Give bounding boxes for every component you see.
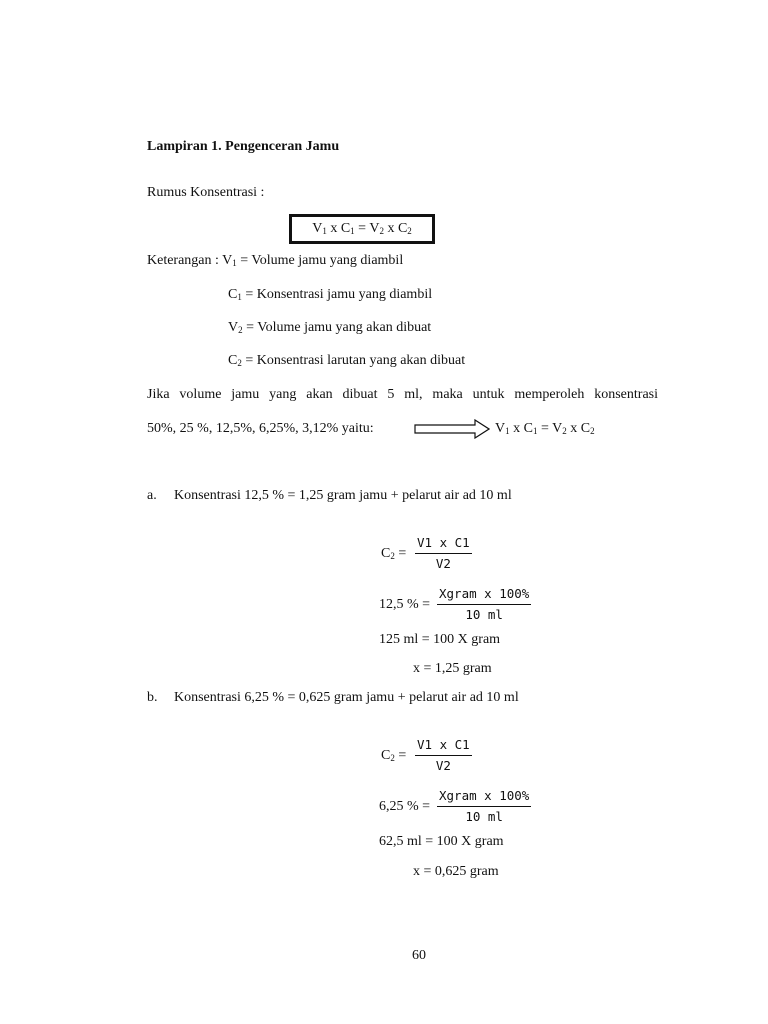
intro-line-1: Jika volume jamu yang akan dibuat 5 ml, maka untuk memperoleh konsentrasi bbox=[147, 387, 658, 402]
section-a-heading: Konsentrasi 12,5 % = 1,25 gram jamu + pelarut air ad 10 ml bbox=[174, 488, 512, 503]
keterangan-line-1: Keterangan : $V_1$ = Volume jamu yang diambil bbox=[147, 253, 404, 268]
intro-line-2: 50%, 25 %, 12,5%, 6,25%, 3,12% yaitu: bbox=[147, 421, 374, 436]
section-a-label: a. bbox=[147, 488, 157, 503]
keterangan-line-2: $C_1$ = Konsentrasi jamu yang diambil bbox=[228, 287, 433, 302]
fraction-denominator: 10 ml bbox=[465, 606, 503, 622]
section-b-step-1: 62,5 ml = 100 X gram bbox=[379, 834, 504, 849]
section-b-label: b. bbox=[147, 690, 158, 705]
section-a-step-2: x = 1,25 gram bbox=[413, 661, 492, 676]
section-a-step-1: 125 ml = 100 X gram bbox=[379, 632, 501, 647]
section-a-pct-lhs: 12,5 % = bbox=[379, 597, 431, 612]
section-a-fraction-1 bbox=[415, 537, 472, 570]
section-b-heading: Konsentrasi 6,25 % = 0,625 gram jamu + pelarut air ad 10 ml bbox=[174, 690, 519, 705]
formula-inline: $V_1$ x $C_1 = V_2$ x $C_2$ bbox=[495, 421, 595, 436]
rumus-label: Rumus Konsentrasi : bbox=[147, 185, 265, 200]
page-title: Lampiran 1. Pengenceran Jamu bbox=[147, 139, 340, 154]
formula-text: $V_1$ x $C_1 = V_2$ x $C_2$ bbox=[312, 221, 412, 236]
section-b-step-2: x = 0,625 gram bbox=[413, 864, 499, 879]
keterangan-line-3: $V_2$ = Volume jamu yang akan dibuat bbox=[228, 320, 432, 335]
right-arrow-icon bbox=[414, 419, 490, 439]
page-number: 60 bbox=[412, 948, 426, 963]
section-b-fraction-1 bbox=[415, 739, 472, 772]
fraction-denominator: V2 bbox=[435, 757, 451, 773]
keterangan-line-4: $C_2$ = Konsentrasi larutan yang akan dibuat bbox=[228, 353, 466, 368]
fraction-denominator: V2 bbox=[435, 555, 451, 571]
fraction-numerator: Xgram x 100% bbox=[439, 586, 530, 601]
section-b-c2-lhs: $C_2$ = bbox=[381, 748, 407, 763]
formula-box bbox=[289, 214, 435, 244]
section-b-pct-lhs: 6,25 % = bbox=[379, 799, 431, 814]
section-b-fraction-2 bbox=[437, 790, 531, 823]
section-a-c2-lhs: $C_2$ = bbox=[381, 546, 407, 561]
fraction-denominator: 10 ml bbox=[465, 808, 503, 824]
fraction-numerator: V1 x C1 bbox=[417, 535, 470, 550]
section-a-fraction-2 bbox=[437, 588, 531, 621]
fraction-numerator: Xgram x 100% bbox=[439, 788, 530, 803]
fraction-numerator: V1 x C1 bbox=[417, 737, 470, 752]
